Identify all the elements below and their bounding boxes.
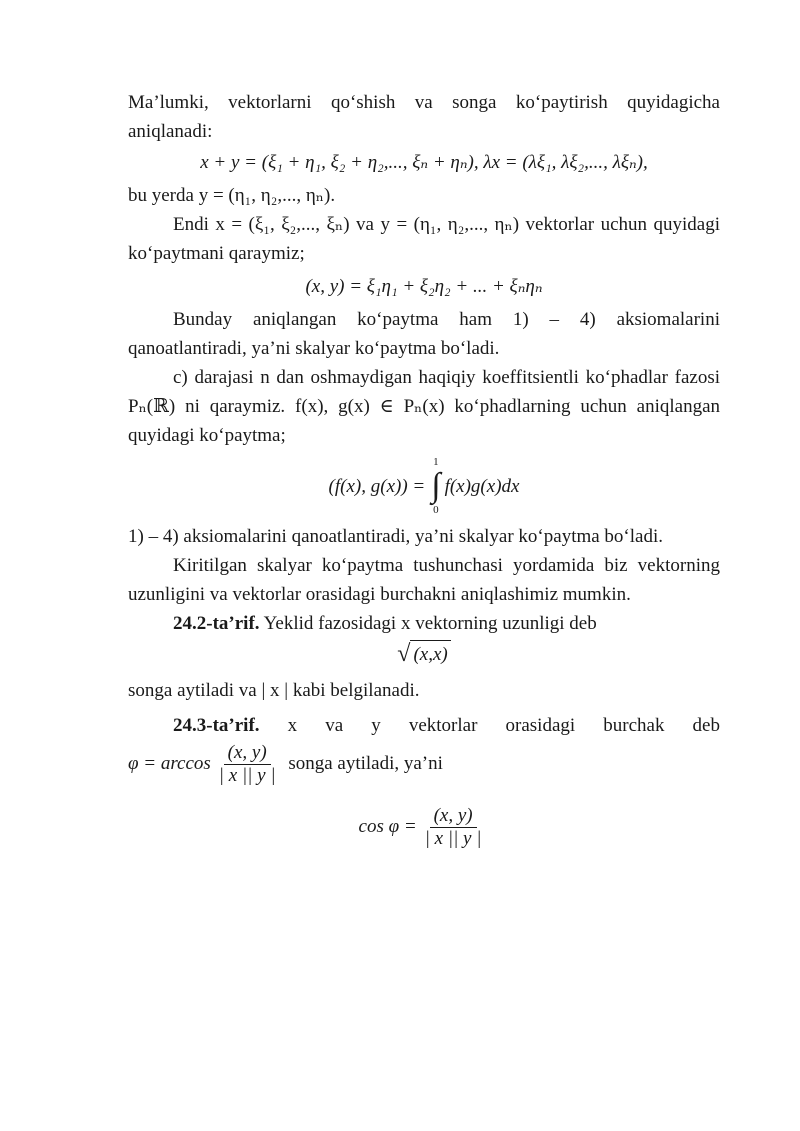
integral-lhs: (f(x), g(x)) = xyxy=(328,475,426,497)
arccos-rest-text: songa aytiladi, ya’ni xyxy=(283,752,443,774)
formula-sum-and-scalar: x + y = (ξ₁ + η₁, ξ₂ + η₂,..., ξₙ + ηₙ), λx = (λξ₁, λξ₂,..., λξₙ), xyxy=(200,152,648,173)
page-content xyxy=(128,88,720,850)
definition-24-3-text: x va y vektorlar orasidagi burchak deb xyxy=(259,715,720,736)
cosine-numerator: (x, y) xyxy=(430,805,477,828)
integral-lower-limit: 0 xyxy=(433,504,439,516)
paragraph-scalar-product-conclusion: 1) – 4) aksiomalarini qanoatlantiradi, ya’ni skalyar ko‘paytma bo‘ladi. xyxy=(128,526,663,547)
cosine-denominator: | x || y | xyxy=(424,828,482,849)
paragraph-axioms-satisfied: Bunday aniqlangan ko‘paytma ham 1) – 4) aksiomalarini qanoatlantiradi, ya’ni skalyar ko‘paytma bo‘ladi. xyxy=(128,309,720,359)
paragraph-length-and-angle: Kiritilgan skalyar ko‘paytma tushunchasi yordamida biz vektorning uzunligini va vektorlar orasidagi burchakni aniqlashimiz mumkin. xyxy=(128,555,720,605)
formula-cosine xyxy=(128,805,720,850)
arccos-lhs: φ = arccos xyxy=(128,752,211,774)
formula-integral-product xyxy=(128,456,720,516)
definition-24-3-formula-line xyxy=(128,742,720,787)
formula-dot-product: (x, y) = ξ₁η₁ + ξ₂η₂ + ... + ξₙηₙ xyxy=(305,276,543,297)
sqrt-symbol: √ xyxy=(397,641,411,667)
integral-integrand: f(x)g(x)dx xyxy=(444,475,520,497)
definition-24-2-label: 24.2-ta’rif. xyxy=(173,613,260,634)
paragraph-consider-product: Endi x = (ξ₁, ξ₂,..., ξₙ) va y = (η₁, η₂,..., ηₙ) vektorlar uchun quyidagi ko‘paytmani qaraymiz; xyxy=(128,214,720,264)
paragraph-length-notation: songa aytiladi va | x | kabi belgilanadi. xyxy=(128,680,420,701)
arccos-numerator: (x, y) xyxy=(224,742,271,765)
cosine-lhs: cos φ = xyxy=(358,815,417,837)
definition-24-2 xyxy=(128,609,720,638)
integral-expression xyxy=(329,456,520,516)
arccos-denominator: | x || y | xyxy=(218,765,276,786)
integral-symbol: ∫ xyxy=(431,467,441,504)
definition-24-2-text: Yeklid fazosidagi x vektorning uzunligi deb xyxy=(259,613,597,634)
sqrt-radicand: (x,x) xyxy=(410,640,450,669)
integral-sign xyxy=(431,456,440,516)
arccos-fraction xyxy=(215,742,280,787)
formula-vector-length xyxy=(128,640,720,670)
paragraph-where-y: bu yerda y = (η₁, η₂,..., ηₙ). xyxy=(128,185,336,206)
paragraph-polynomial-space: c) darajasi n dan oshmaydigan haqiqiy koeffitsientli ko‘phadlar fazosi Pₙ(ℝ) ni qaraymiz. f(x), g(x) ∈ Pₙ(x) ko‘phadlarning uchun aniqlangan quyidagi ko‘paytma; xyxy=(128,367,720,446)
integral-upper-limit: 1 xyxy=(433,456,439,468)
definition-24-3 xyxy=(128,711,720,740)
cosine-fraction xyxy=(421,805,486,850)
sqrt-expression xyxy=(397,640,450,669)
definition-24-3-label: 24.3-ta’rif. xyxy=(173,715,260,736)
paragraph-vector-operations: Ma’lumki, vektorlarni qo‘shish va songa ko‘paytirish quyidagicha aniqlanadi: xyxy=(128,92,720,142)
